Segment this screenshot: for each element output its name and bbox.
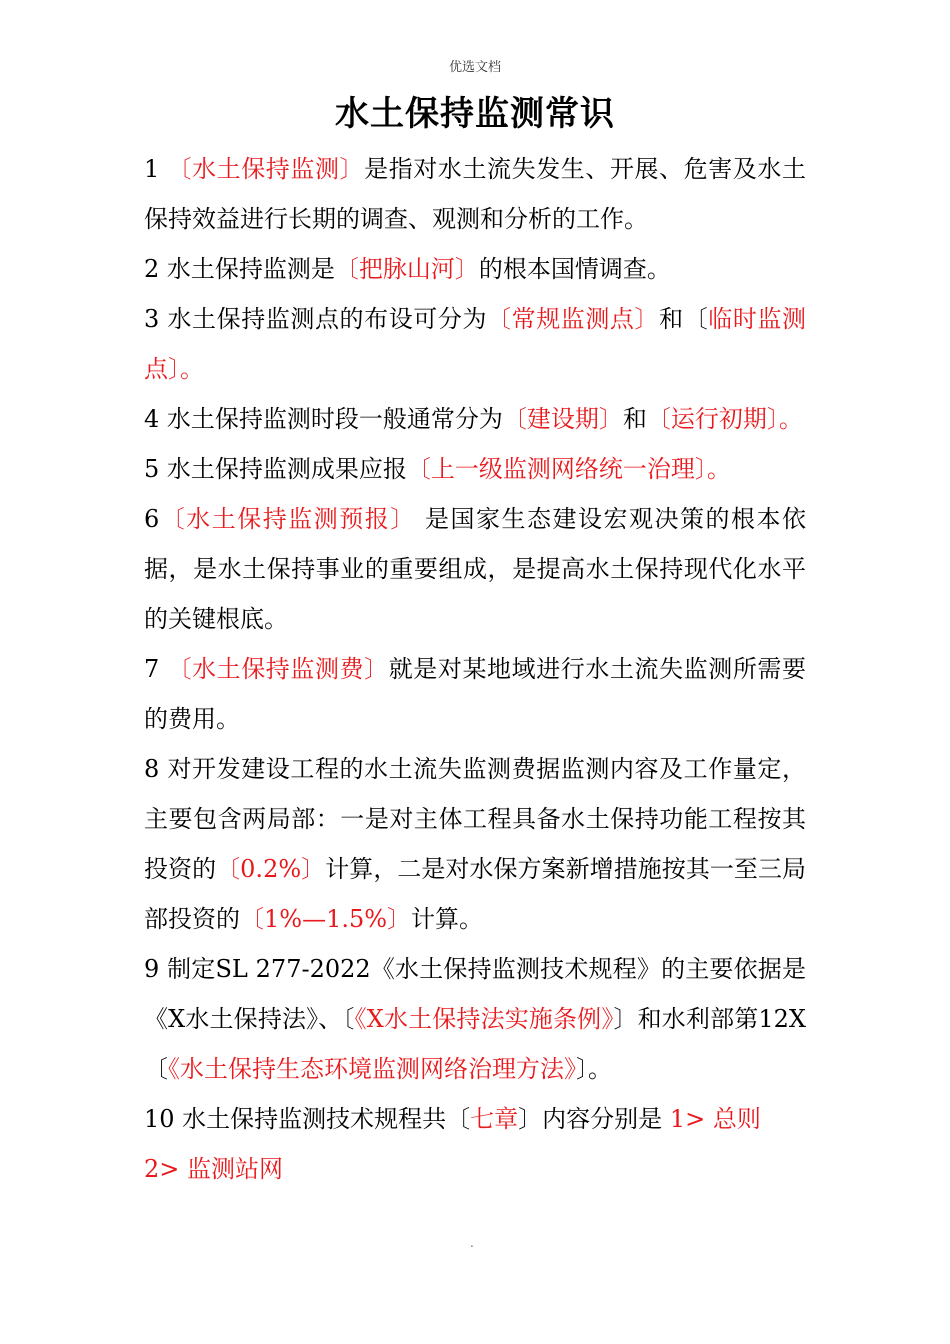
paragraph-text: 3 水土保持监测点的布设可分为 <box>144 305 488 333</box>
paragraph-6 <box>144 494 806 644</box>
highlighted-answer: 〔把脉山河〕 <box>334 255 479 283</box>
paragraph-text: 〕。 <box>576 1055 612 1083</box>
paragraph-text: 和 <box>622 405 647 433</box>
paragraph-3 <box>144 294 806 394</box>
paragraph-text: 9 制定SL 277-2022《水土保持监测技术规程》的主要依据是《X水土保持法》、〔 <box>144 955 806 1033</box>
paragraph-text: 6 <box>144 505 160 533</box>
paragraph-4 <box>144 394 806 444</box>
paragraph-5 <box>144 444 806 494</box>
highlighted-answer: 〔0.2%〕 <box>216 855 326 883</box>
paragraph-text: 8 对开发建设工程的水土流失监测费据监测内容及工作量定，主要包含两局部：一是对主体工程具备水土保持功能工程按其投资的 <box>144 755 806 883</box>
paragraph-10 <box>144 1094 806 1144</box>
paragraph-9 <box>144 944 806 1094</box>
highlighted-answer: 《水土保持生态环境监测网络治理方法》 <box>168 1055 576 1083</box>
page-footer: . <box>470 1236 474 1250</box>
paragraph-text: 的根本国情调查。 <box>478 255 671 283</box>
paragraph-11 <box>144 1144 806 1194</box>
paragraph-text: 7 <box>144 655 168 683</box>
highlighted-answer: 1> 总则 <box>669 1105 761 1133</box>
highlighted-answer: 〔水土保持监测费〕 <box>167 655 389 683</box>
paragraph-text: 〕和水利部第12X〔 <box>144 1005 807 1083</box>
paragraph-text: 2 水土保持监测是 <box>144 255 335 283</box>
paragraph-text: 10 水土保持监测技术规程共〔 <box>144 1105 471 1133</box>
highlighted-answer: 〔1%—1.5%〕 <box>240 905 412 933</box>
paragraph-text: 和〔 <box>659 305 709 333</box>
page-header: 优选文档 <box>448 60 501 75</box>
paragraph-text: 计算。 <box>411 905 484 933</box>
highlighted-answer: 临时监测点〕。 <box>144 305 807 383</box>
highlighted-answer: 〔建设期〕 <box>502 405 623 433</box>
highlighted-answer: 〔水土保持监测〕 <box>167 155 365 183</box>
paragraph-text: 4 水土保持监测时段一般通常分为 <box>144 405 503 433</box>
document-body <box>144 144 806 1194</box>
highlighted-answer: 〔上一级监测网络统一治理〕。 <box>406 455 731 483</box>
paragraph-text: 是国家生态建设宏观决策的根本依据，是水土保持事业的重要组成，是提高水土保持现代化水平的关键根底。 <box>144 505 807 633</box>
highlighted-answer: 〔运行初期〕。 <box>646 405 803 433</box>
paragraph-text: 计算，二是对水保方案新增措施按其一至三局部投资的 <box>144 855 807 933</box>
highlighted-answer: 〔常规监测点〕 <box>487 305 660 333</box>
paragraph-text: 〕内容分别是 <box>518 1105 670 1133</box>
paragraph-7 <box>144 644 806 744</box>
paragraph-1 <box>144 144 806 244</box>
paragraph-text: 1 <box>144 155 168 183</box>
paragraph-text: 就是对某地域进行水土流失监测所需要的费用。 <box>144 655 807 733</box>
document-title: 水土保持监测常识 <box>335 94 615 134</box>
paragraph-2 <box>144 244 806 294</box>
paragraph-8 <box>144 744 806 944</box>
highlighted-answer: 2> 监测站网 <box>144 1155 284 1183</box>
highlighted-answer: 七章 <box>470 1105 519 1133</box>
highlighted-answer: 《X水土保持法实施条例》 <box>354 1005 614 1033</box>
paragraph-text: 是指对水土流失发生、开展、危害及水土保持效益进行长期的调查、观测和分析的工作。 <box>144 155 807 233</box>
paragraph-text: 5 水土保持监测成果应报 <box>144 455 407 483</box>
highlighted-answer: 〔水土保持监测预报〕 <box>159 505 416 533</box>
